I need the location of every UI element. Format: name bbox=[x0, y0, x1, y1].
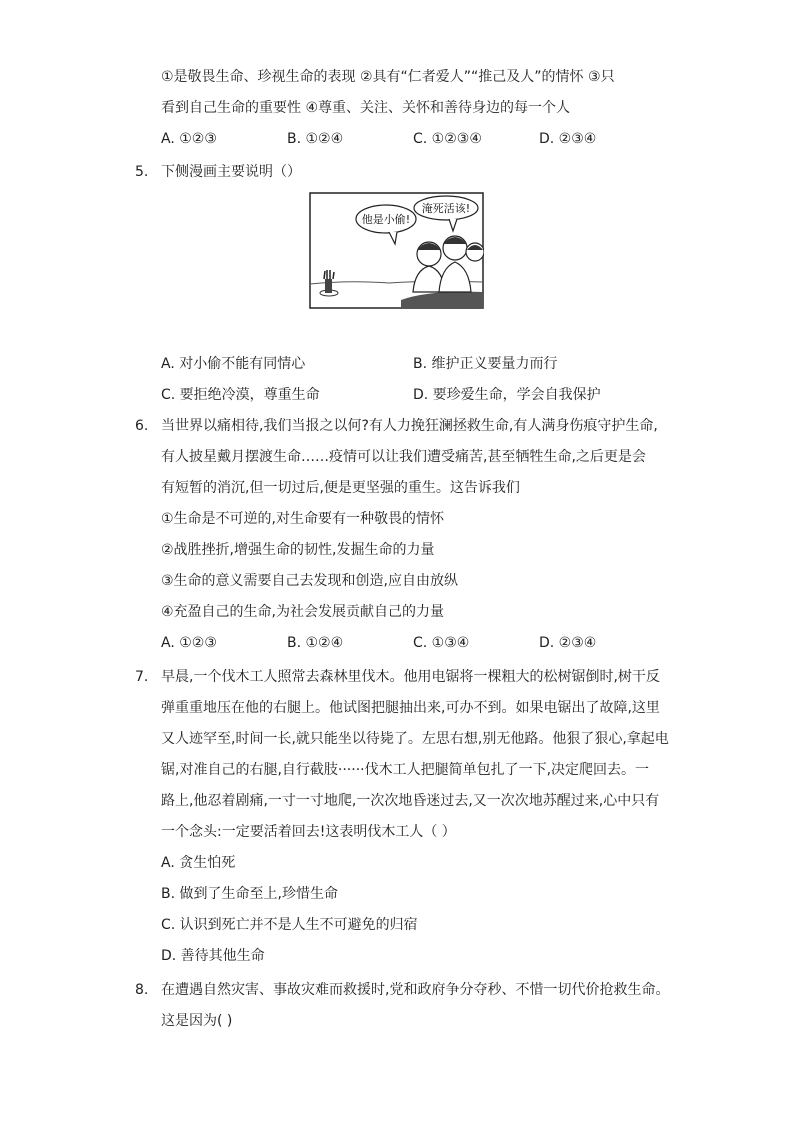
q5-number: 5. bbox=[135, 164, 149, 180]
q5-option-a[interactable]: A. 对小偷不能有同情心 bbox=[161, 356, 306, 372]
q5-option-d[interactable]: D. 要珍爱生命，学会自我保护 bbox=[413, 387, 601, 403]
q6-option-b[interactable]: B. ①②④ bbox=[287, 635, 344, 651]
q4-statement-line-2: 看到自己生命的重要性 ④尊重、关注、关怀和善待身边的每一个人 bbox=[161, 100, 570, 116]
q7-line-4: 锯,对准自己的右腿,自行截肢······伐木工人把腿简单包扎了一下,决定爬回去。一 bbox=[161, 762, 650, 778]
q6-option-d[interactable]: D. ②③④ bbox=[539, 635, 597, 651]
q6-option-a[interactable]: A. ①②③ bbox=[161, 635, 217, 651]
q7-option-a[interactable]: A. 贪生怕死 bbox=[161, 855, 236, 871]
q8-line-1: 在遭遇自然灾害、事故灾难而救援时,党和政府争分夺秒、不惜一切代价抢救生命。 bbox=[161, 982, 670, 998]
q5-option-b[interactable]: B. 维护正义要量力而行 bbox=[413, 356, 558, 372]
q6-statement-3: ③生命的意义需要自己去发现和创造,应自由放纵 bbox=[161, 573, 458, 589]
q4-option-d[interactable]: D. ②③④ bbox=[539, 131, 597, 147]
cartoon-illustration bbox=[309, 192, 484, 309]
q4-option-a[interactable]: A. ①②③ bbox=[161, 131, 217, 147]
q6-line-3: 有短暂的消沉,但一切过后,便是更坚强的重生。这告诉我们 bbox=[161, 480, 520, 496]
q6-line-1: 当世界以痛相待,我们当报之以何?有人力挽狂澜拯救生命,有人满身伤痕守护生命, bbox=[161, 418, 658, 434]
q7-option-c[interactable]: C. 认识到死亡并不是人生不可避免的归宿 bbox=[161, 917, 418, 933]
q7-line-1: 早晨,一个伐木工人照常去森林里伐木。他用电锯将一棵粗大的松树锯倒时,树干反 bbox=[161, 669, 660, 685]
q7-number: 7. bbox=[135, 669, 149, 685]
bubble-left-text: 他是小偷! bbox=[361, 213, 411, 226]
q6-statement-1: ①生命是不可逆的,对生命要有一种敬畏的情怀 bbox=[161, 511, 444, 527]
q6-number: 6. bbox=[135, 418, 149, 434]
q4-statement-line-1: ①是敬畏生命、珍视生命的表现 ②具有“仁者爱人”“推己及人”的情怀 ③只 bbox=[161, 69, 615, 85]
q8-line-2: 这是因为( ) bbox=[161, 1013, 233, 1029]
q7-line-5: 路上,他忍着剧痛,一寸一寸地爬,一次次地昏迷过去,又一次次地苏醒过来,心中只有 bbox=[161, 793, 660, 809]
q4-option-c[interactable]: C. ①②③④ bbox=[413, 131, 482, 147]
q7-line-2: 弹重重地压在他的右腿上。他试图把腿抽出来,可办不到。如果电锯出了故障,这里 bbox=[161, 700, 660, 716]
q5-stem: 下侧漫画主要说明（） bbox=[161, 164, 301, 180]
q6-statement-4: ④充盈自己的生命,为社会发展贡献自己的力量 bbox=[161, 604, 444, 620]
q7-option-b[interactable]: B. 做到了生命至上,珍惜生命 bbox=[161, 886, 338, 902]
q6-line-2: 有人披星戴月摆渡生命……疫情可以让我们遭受痛苦,甚至牺牲生命,之后更是会 bbox=[161, 449, 646, 465]
bubble-right-text: 淹死活该! bbox=[421, 202, 471, 215]
q6-statement-2: ②战胜挫折,增强生命的韧性,发掘生命的力量 bbox=[161, 542, 435, 558]
q5-option-c[interactable]: C. 要拒绝冷漠，尊重生命 bbox=[161, 387, 320, 403]
q7-line-3: 又人迹罕至,时间一长,就只能坐以待毙了。左思右想,别无他路。他狠了狠心,拿起电 bbox=[161, 731, 669, 747]
q7-option-d[interactable]: D. 善待其他生命 bbox=[161, 948, 265, 964]
q7-line-6: 一个念头:一定要活着回去!这表明伐木工人（ ） bbox=[161, 824, 456, 840]
q4-option-b[interactable]: B. ①②④ bbox=[287, 131, 344, 147]
q6-option-c[interactable]: C. ①③④ bbox=[413, 635, 470, 651]
q8-number: 8. bbox=[135, 982, 149, 998]
